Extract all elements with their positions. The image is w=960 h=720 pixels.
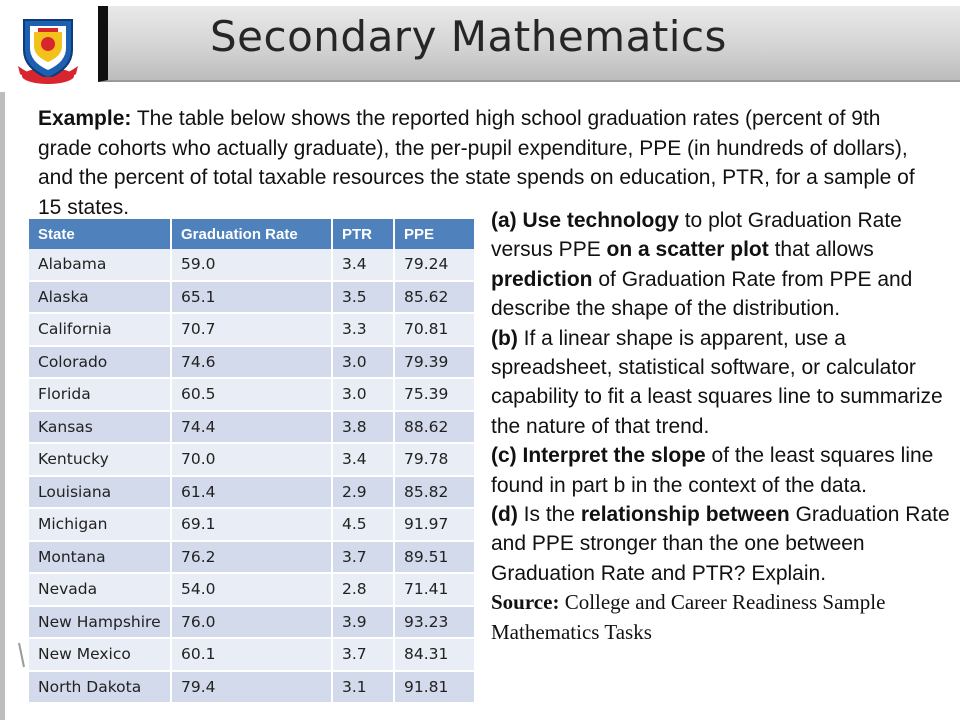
cell-graduation-rate: 60.1: [171, 638, 332, 671]
table-row: [29, 281, 475, 314]
question-a-text-3: of Graduation Rate from PPE and describe the shape of the distribution.: [491, 267, 913, 321]
source-citation: [491, 588, 953, 647]
cell-graduation-rate: 76.2: [171, 541, 332, 574]
cell-state: Montana: [29, 541, 171, 574]
cell-graduation-rate: 65.1: [171, 281, 332, 314]
cell-graduation-rate: 61.4: [171, 476, 332, 509]
question-b-text: If a linear shape is apparent, use a spreadsheet, statistical software, or calculator capability to fit a least squares line to summarize the nature of that trend.: [491, 326, 943, 438]
cell-ptr: 3.7: [332, 638, 394, 671]
cell-ptr: 3.4: [332, 443, 394, 476]
cell-state: New Hampshire: [29, 606, 171, 639]
table-header-row: [29, 219, 475, 249]
cell-graduation-rate: 79.4: [171, 671, 332, 704]
cell-ptr: 3.3: [332, 313, 394, 346]
column-header-ptr: PTR: [332, 219, 394, 249]
slide-title: Secondary Mathematics: [210, 12, 727, 61]
cell-state: Kentucky: [29, 443, 171, 476]
cell-state: Alaska: [29, 281, 171, 314]
question-a-text-1: to plot Graduation Rate versus PPE: [491, 209, 902, 262]
question-d: [491, 500, 953, 588]
page-edge: [0, 92, 5, 720]
question-d-bold: relationship between: [580, 503, 790, 527]
question-b-label: (b): [491, 326, 518, 350]
question-a-bold-3: prediction: [491, 267, 593, 291]
cell-state: Alabama: [29, 249, 171, 281]
cell-state: Colorado: [29, 346, 171, 379]
question-c-bold: Interpret the slope: [522, 444, 706, 468]
question-a-bold-2: on a scatter plot: [606, 238, 769, 262]
source-label: Source:: [491, 590, 560, 615]
intro-lead: Example:: [38, 107, 132, 130]
cell-state: North Dakota: [29, 671, 171, 704]
column-header-graduation-rate: Graduation Rate: [171, 219, 332, 249]
cell-graduation-rate: 60.5: [171, 378, 332, 411]
cell-ppe: 85.82: [394, 476, 475, 509]
cell-state: Michigan: [29, 508, 171, 541]
question-d-label: (d): [491, 503, 518, 527]
question-d-text: Graduation Rate and PPE stronger than the one between Graduation Rate and PTR? Explain.: [491, 503, 950, 585]
question-c-label: (c): [491, 444, 517, 468]
source-text: College and Career Readiness Sample Mathematics Tasks: [491, 590, 886, 644]
cell-state: New Mexico: [29, 638, 171, 671]
table-row: [29, 346, 475, 379]
table-row: [29, 671, 475, 704]
cell-ptr: 2.9: [332, 476, 394, 509]
cell-ppe: 79.24: [394, 249, 475, 281]
table-row: [29, 476, 475, 509]
table-row: [29, 411, 475, 444]
cell-graduation-rate: 70.0: [171, 443, 332, 476]
cell-ppe: 89.51: [394, 541, 475, 574]
cell-ptr: 3.5: [332, 281, 394, 314]
cell-ptr: 3.9: [332, 606, 394, 639]
stray-mark: [18, 642, 26, 668]
cell-ppe: 75.39: [394, 378, 475, 411]
table-row: [29, 573, 475, 606]
table-row: [29, 638, 475, 671]
cell-ptr: 3.0: [332, 346, 394, 379]
data-table-container: [29, 219, 475, 720]
cell-ptr: 3.7: [332, 541, 394, 574]
cell-graduation-rate: 74.4: [171, 411, 332, 444]
table-row: [29, 508, 475, 541]
question-c: [491, 441, 953, 500]
question-d-text-0: Is the: [517, 503, 581, 527]
table-row: [29, 378, 475, 411]
cell-ppe: 79.39: [394, 346, 475, 379]
school-crest-icon: [16, 14, 80, 86]
cell-graduation-rate: 59.0: [171, 249, 332, 281]
cell-ppe: 79.78: [394, 443, 475, 476]
column-header-state: State: [29, 219, 171, 249]
question-a: [491, 206, 953, 324]
table-row: [29, 606, 475, 639]
cell-ppe: 88.62: [394, 411, 475, 444]
cell-state: Florida: [29, 378, 171, 411]
cell-ptr: 4.5: [332, 508, 394, 541]
cell-graduation-rate: 54.0: [171, 573, 332, 606]
cell-ppe: 71.41: [394, 573, 475, 606]
question-a-bold-1: Use technology: [522, 209, 679, 232]
question-b: [491, 324, 953, 442]
questions-panel: [491, 206, 953, 647]
cell-state: Nevada: [29, 573, 171, 606]
cell-state: California: [29, 313, 171, 346]
cell-state: Kansas: [29, 411, 171, 444]
cell-ppe: 84.31: [394, 638, 475, 671]
column-header-ppe: PPE: [394, 219, 475, 249]
table-body: [29, 249, 475, 703]
question-a-label: (a): [491, 209, 517, 232]
table-row: [29, 443, 475, 476]
cell-graduation-rate: 70.7: [171, 313, 332, 346]
cell-ppe: 93.23: [394, 606, 475, 639]
cell-ptr: 2.8: [332, 573, 394, 606]
question-c-text: of the least squares line found in part b in the context of the data.: [491, 444, 934, 497]
cell-state: Louisiana: [29, 476, 171, 509]
cell-ptr: 3.8: [332, 411, 394, 444]
cell-ppe: 91.81: [394, 671, 475, 704]
intro-paragraph: [38, 104, 918, 222]
cell-ppe: 85.62: [394, 281, 475, 314]
intro-text: The table below shows the reported high school graduation rates (percent of 9th grade cohorts who actually graduate), the per-pupil expenditure, PPE (in hundreds of dollars), and the percent of total taxable resources the state spends on education, PTR, for a sample of 15 states.: [38, 107, 915, 219]
header: [0, 0, 960, 92]
table-row: [29, 313, 475, 346]
question-a-text-2: that allows: [768, 238, 874, 262]
cell-graduation-rate: 69.1: [171, 508, 332, 541]
cell-ptr: 3.0: [332, 378, 394, 411]
cell-ppe: 91.97: [394, 508, 475, 541]
table-row: [29, 249, 475, 281]
cell-ptr: 3.4: [332, 249, 394, 281]
table-row: [29, 541, 475, 574]
cell-ppe: 70.81: [394, 313, 475, 346]
cell-graduation-rate: 76.0: [171, 606, 332, 639]
cell-ptr: 3.1: [332, 671, 394, 704]
cell-graduation-rate: 74.6: [171, 346, 332, 379]
graduation-data-table: [29, 219, 475, 704]
